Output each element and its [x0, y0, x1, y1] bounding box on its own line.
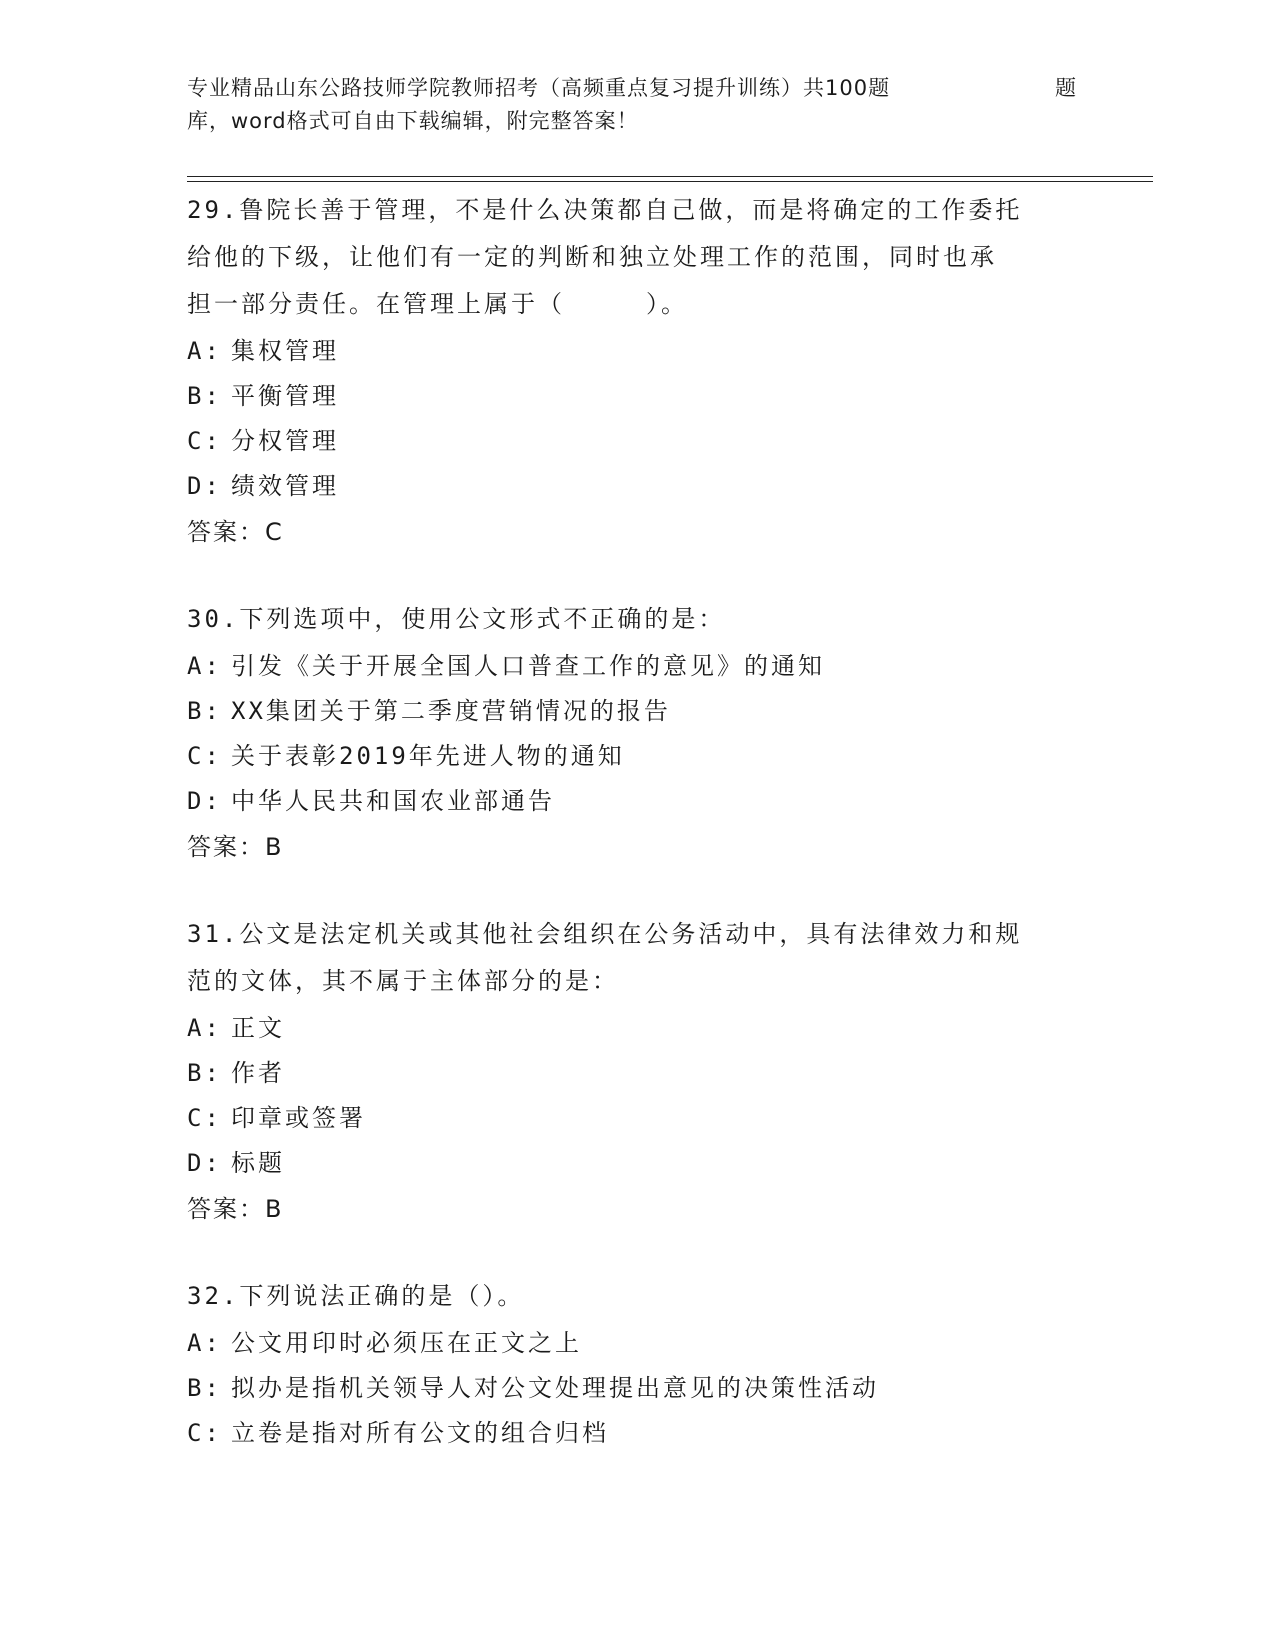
answer-line: 答案：B — [187, 1195, 284, 1223]
option-text: 绩效管理 — [231, 472, 339, 500]
option-key: B: — [187, 1374, 222, 1402]
option-text: 作者 — [231, 1059, 285, 1087]
option-row — [187, 1096, 1087, 1141]
option-row — [187, 464, 1087, 509]
header-line-1 — [187, 72, 1087, 105]
option-key: C: — [187, 427, 222, 455]
option-row — [187, 689, 1087, 734]
question-block — [187, 188, 1087, 555]
question-stem-line: 30.下列选项中，使用公文形式不正确的是： — [187, 605, 726, 633]
header-divider-top — [187, 176, 1153, 177]
option-key: C: — [187, 1104, 222, 1132]
question-stem-line: 32.下列说法正确的是（）。 — [187, 1282, 525, 1310]
question-list — [187, 188, 1087, 1498]
option-text: XX集团关于第二季度营销情况的报告 — [231, 697, 671, 725]
document-header — [187, 72, 1087, 138]
question-stem-line: 29.鲁院长善于管理，不是什么决策都自己做，而是将确定的工作委托 — [187, 196, 1023, 224]
option-row — [187, 1006, 1087, 1051]
option-key: C: — [187, 1419, 222, 1447]
option-text: 标题 — [231, 1149, 285, 1177]
question-block — [187, 1274, 1087, 1456]
option-text: 公文用印时必须压在正文之上 — [231, 1329, 582, 1357]
option-key: D: — [187, 472, 222, 500]
option-row — [187, 419, 1087, 464]
question-stem-line: 担一部分责任。在管理上属于（ ）。 — [187, 290, 688, 318]
option-key: A: — [187, 1329, 222, 1357]
option-row — [187, 1411, 1087, 1456]
answer-line: 答案：C — [187, 518, 284, 546]
question-block — [187, 912, 1087, 1232]
option-text: 引发《关于开展全国人口普查工作的意见》的通知 — [231, 652, 825, 680]
option-key: D: — [187, 787, 222, 815]
answer-line: 答案：B — [187, 833, 284, 861]
question-stem-line: 范的文体，其不属于主体部分的是： — [187, 967, 619, 995]
header-title: 专业精品山东公路技师学院教师招考（高频重点复习提升训练）共100题 — [187, 76, 891, 100]
header-divider-bottom — [187, 181, 1153, 182]
option-key: A: — [187, 652, 222, 680]
option-row — [187, 734, 1087, 779]
option-text: 拟办是指机关领导人对公文处理提出意见的决策性活动 — [231, 1374, 879, 1402]
option-text: 印章或签署 — [231, 1104, 366, 1132]
option-key: A: — [187, 1014, 222, 1042]
option-row — [187, 1321, 1087, 1366]
option-text: 分权管理 — [231, 427, 339, 455]
option-text: 集权管理 — [231, 337, 339, 365]
option-text: 中华人民共和国农业部通告 — [231, 787, 555, 815]
option-row — [187, 779, 1087, 824]
question-stem-line: 给他的下级，让他们有一定的判断和独立处理工作的范围，同时也承 — [187, 243, 997, 271]
option-row — [187, 329, 1087, 374]
option-text: 立卷是指对所有公文的组合归档 — [231, 1419, 609, 1447]
option-row — [187, 374, 1087, 419]
option-key: B: — [187, 1059, 222, 1087]
question-block — [187, 597, 1087, 870]
option-text: 正文 — [231, 1014, 285, 1042]
option-key: A: — [187, 337, 222, 365]
header-title-tail: 题 — [1055, 76, 1077, 100]
option-key: D: — [187, 1149, 222, 1177]
option-row — [187, 1366, 1087, 1411]
option-text: 平衡管理 — [231, 382, 339, 410]
option-key: B: — [187, 697, 222, 725]
option-text: 关于表彰2019年先进人物的通知 — [231, 742, 625, 770]
option-row — [187, 1051, 1087, 1096]
header-line-2: 库，word格式可自由下载编辑，附完整答案！ — [187, 109, 639, 133]
option-row — [187, 1141, 1087, 1186]
option-key: B: — [187, 382, 222, 410]
question-stem-line: 31.公文是法定机关或其他社会组织在公务活动中，具有法律效力和规 — [187, 920, 1023, 948]
option-row — [187, 644, 1087, 689]
option-key: C: — [187, 742, 222, 770]
